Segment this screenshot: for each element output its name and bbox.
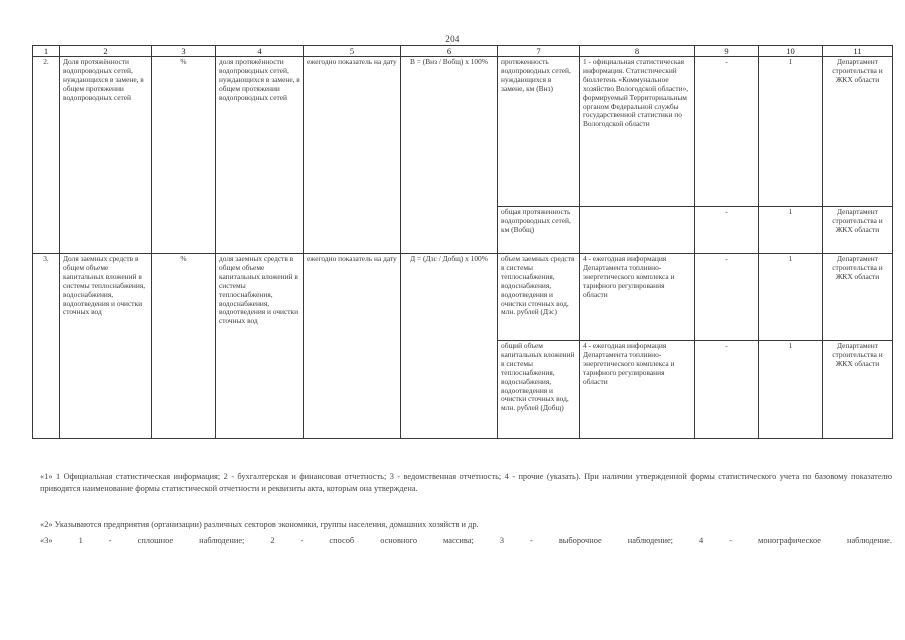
collection-method: 4 - ежегодная информация Департамента топливно-энергетического комплекса и тарифного регулирования области — [580, 341, 695, 439]
responsible-department: Департамент строительства и ЖКХ области — [823, 57, 893, 207]
indicator-definition: доля заемных средств в общем объеме капитальных вложений в системы теплоснабжения, водоснабжения, водоотведения и очистки сточных вод — [216, 254, 304, 439]
observation-unit: - — [695, 57, 759, 207]
observation-unit: - — [695, 254, 759, 341]
col-header-7: 7 — [498, 46, 580, 57]
collection-method — [580, 207, 695, 254]
collection-method: 1 - официальная статистическая информация. Статистический бюллетень «Коммунальное хозяйство Вологодской области», формируемый Территориальным органом Федеральной службы государственной статистики по Вологодской области — [580, 57, 695, 207]
unit-of-measure: % — [152, 57, 216, 254]
col-header-1: 1 — [33, 46, 60, 57]
col-header-2: 2 — [60, 46, 152, 57]
page-number: 204 — [445, 34, 460, 44]
col-header-10: 10 — [759, 46, 823, 57]
col-header-9: 9 — [695, 46, 759, 57]
col-header-8: 8 — [580, 46, 695, 57]
observation-type: 1 — [759, 254, 823, 341]
footnote-1: «1» 1 Официальная статистическая информация; 2 - бухгалтерская и финансовая отчетность; 3 - ведомственная отчетность; 4 - прочие (указать). При наличии утвержденной формы статистического учета по базовому показателю приводятся наименование формы статистической отчетности и реквизиты акта, которым она утверждена. — [40, 472, 892, 493]
indicator-table — [32, 45, 893, 439]
col-header-3: 3 — [152, 46, 216, 57]
table-row — [33, 254, 893, 341]
formula: В = (Внз / Вобщ) х 100% — [401, 57, 498, 254]
observation-type: 1 — [759, 207, 823, 254]
indicator-definition: доля протяжённости водопроводных сетей, нуждающихся в замене, в общем протяжении водопроводных сетей — [216, 57, 304, 254]
responsible-department: Департамент строительства и ЖКХ области — [823, 254, 893, 341]
observation-type: 1 — [759, 341, 823, 439]
indicator-name: Доля протяжённости водопроводных сетей, нуждающихся в замене, в общем протяжении водопроводных сетей — [60, 57, 152, 254]
row-number: 3. — [33, 254, 60, 439]
indicator-name: Доля заемных средств в общем объеме капитальных вложений в системы теплоснабжения, водоснабжения, водоотведения и очистки сточных вод — [60, 254, 152, 439]
basic-indicator: общий объем капитальных вложений в системы теплоснабжения, водоснабжения, водоотведения и очистки сточных вод, млн. рублей (Добщ) — [498, 341, 580, 439]
row-number: 2. — [33, 57, 60, 254]
basic-indicator: протяженность водопроводных сетей, нуждающихся в замене, км (Внз) — [498, 57, 580, 207]
basic-indicator: общая протяженность водопроводных сетей, км (Вобщ) — [498, 207, 580, 254]
collection-method: 4 - ежегодная информация Департамента топливно-энергетического комплекса и тарифного регулирования области — [580, 254, 695, 341]
responsible-department: Департамент строительства и ЖКХ области — [823, 341, 893, 439]
observation-unit: - — [695, 341, 759, 439]
table-row — [33, 57, 893, 207]
footnote-3: «3» 1 - сплошное наблюдение; 2 - способ основного массива; 3 - выборочное наблюдение; 4 - монографическое наблюдение. — [40, 536, 892, 545]
col-header-6: 6 — [401, 46, 498, 57]
periodicity: ежегодно показатель на дату — [304, 57, 401, 254]
basic-indicator: объем заемных средств в системы теплоснабжения, водоснабжения, водоотведения и очистки сточных вод, млн. рублей (Дзс) — [498, 254, 580, 341]
footnote-2: «2» Указываются предприятия (организации) различных секторов экономики, группы населения, домашних хозяйств и др. — [40, 520, 479, 529]
periodicity: ежегодно показатель на дату — [304, 254, 401, 439]
observation-unit: - — [695, 207, 759, 254]
column-number-header — [33, 46, 893, 57]
observation-type: 1 — [759, 57, 823, 207]
unit-of-measure: % — [152, 254, 216, 439]
col-header-5: 5 — [304, 46, 401, 57]
col-header-4: 4 — [216, 46, 304, 57]
responsible-department: Департамент строительства и ЖКХ области — [823, 207, 893, 254]
col-header-11: 11 — [823, 46, 893, 57]
formula: Д = (Дзс / Добщ) х 100% — [401, 254, 498, 439]
